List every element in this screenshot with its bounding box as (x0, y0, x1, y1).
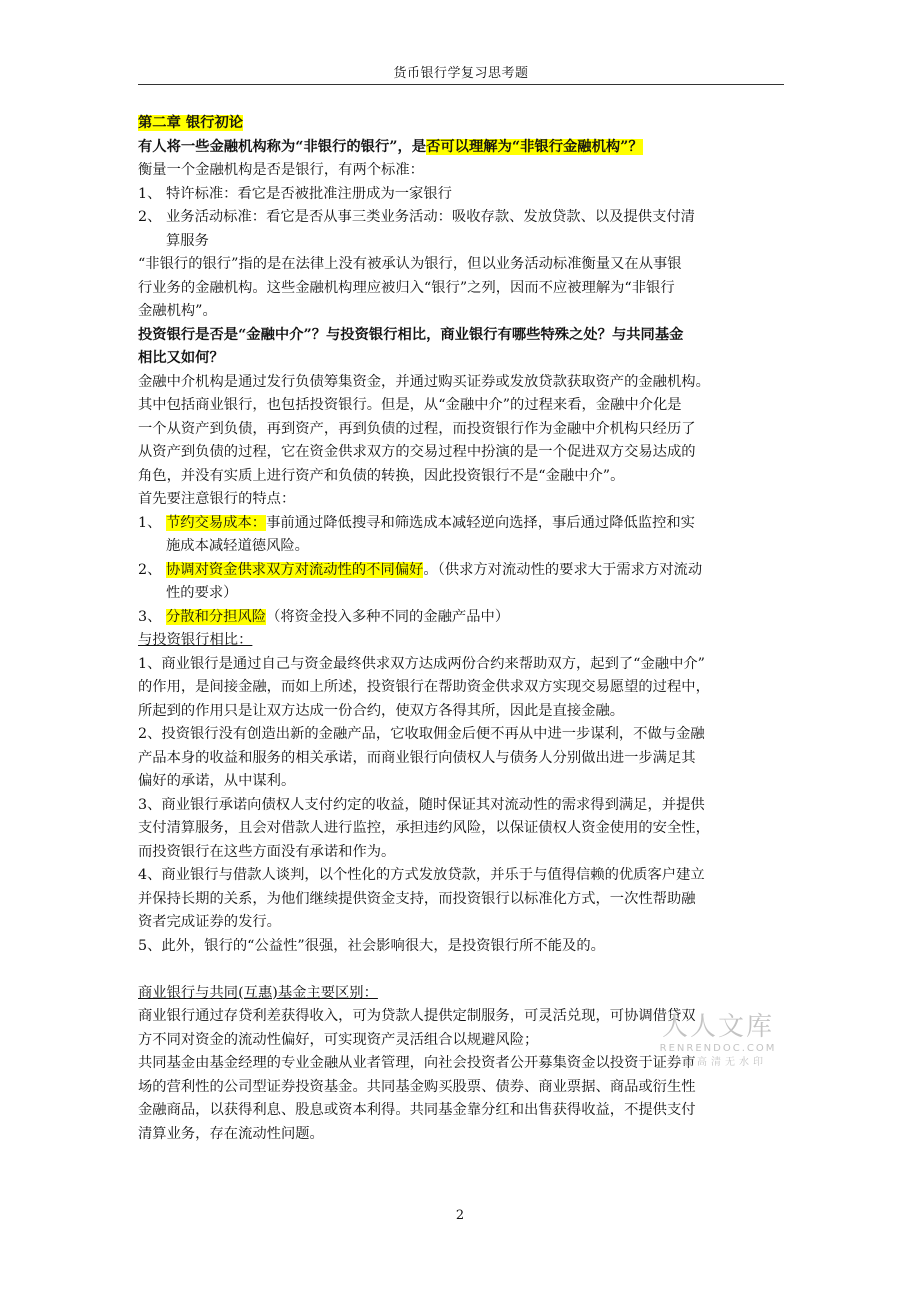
answer-line: 其中包括商业银行，也包括投资银行。但是，从“金融中介”的过程来看，金融中介化是 (138, 397, 682, 413)
question-2-title: 相比又如何？ (138, 350, 224, 366)
compare-line: 偏好的承诺，从中谋利。 (138, 773, 296, 789)
answer-line: 角色，并没有实质上进行资产和负债的转换，因此投资银行不是“金融中介”。 (138, 467, 625, 484)
answer-line: 从资产到负债的过程，它在资金供求双方的交易过程中扮演的是一个促进双方交易达成的 (138, 444, 696, 460)
answer-line: 一个从资产到负债，再到资产，再到负债的过程，而投资银行作为金融中介机构只经历了 (138, 420, 696, 437)
blank-line (138, 958, 784, 982)
answer-line: “非银行的银行”指的是在法律上没有被承认为银行，但以业务活动标准衡量又在从事银 (138, 256, 682, 272)
fund-line: 场的营利性的公司型证券投资基金。共同基金购买股票、债券、商业票据、商品或衍生性 (138, 1078, 696, 1095)
feature-item-continued: 施成本减轻道德风险。 (166, 538, 309, 554)
compare-line: 支付清算服务，且会对借款人进行监控，承担违约风险，以保证债权人资金使用的安全性， (138, 820, 710, 836)
page-number: 2 (455, 1208, 465, 1223)
fund-line: 方不同对资金的流动性偏好，可实现资产灵活组合以规避风险； (138, 1031, 539, 1048)
compare-line: 5、此外，银行的“公益性”很强，社会影响很大，是投资银行所不能及的。 (138, 937, 605, 954)
answer-line: 金融机构”。 (138, 303, 217, 319)
compare-line: 所起到的作用只是让双方达成一份合约，使双方各得其所，因此是直接金融。 (138, 702, 625, 719)
chapter-title: 第二章 银行初论 (138, 115, 244, 131)
question-1-intro: 衡量一个金融机构是否是银行，有两个标准： (138, 162, 424, 178)
compare-line: 资者完成证券的发行。 (138, 914, 281, 930)
criteria-item: 2、 业务活动标准：看它是否从事三类业务活动：吸收存款、发放贷款、以及提供支付清 (138, 209, 695, 225)
answer-line: 金融中介机构是通过发行负债筹集资金，并通过购买证券或发放贷款获取资产的金融机构。 (138, 373, 710, 390)
criteria-item-continued: 算服务 (166, 232, 209, 249)
question-1-title: 有人将一些金融机构称为“非银行的银行”，是否可以理解为“非银行金融机构”？ (138, 138, 643, 155)
compare-line: 产品本身的收益和服务的相关承诺，而商业银行向债权人与债务人分别做出进一步满足其 (138, 749, 696, 766)
document-body (138, 112, 784, 1146)
compare-line: 的作用，是间接金融，而如上所述，投资银行在帮助资金供求双方实现交易愿望的过程中， (138, 679, 710, 695)
feature-item: 2、 协调对资金供求双方对流动性的不同偏好。（供求方对流动性的要求大于需求方对流动 (138, 561, 703, 578)
answer-line: 行业务的金融机构。这些金融机构理应被归入“银行”之列，因而不应被理解为“非银行 (138, 279, 675, 296)
header-divider (138, 84, 784, 85)
features-intro: 首先要注意银行的特点： (138, 491, 296, 507)
compare-line: 并保持长期的关系，为他们继续提供资金支持，而投资银行以标准化方式，一次性帮助融 (138, 890, 696, 907)
criteria-item: 1、 特许标准：看它是否被批准注册成为一家银行 (138, 185, 452, 202)
fund-line: 清算业务，存在流动性问题。 (138, 1125, 324, 1142)
page-header: 货币银行学复习思考题 (393, 66, 529, 81)
compare-line: 而投资银行在这些方面没有承诺和作为。 (138, 843, 396, 860)
feature-item: 3、 分散和分担风险（将资金投入多种不同的金融产品中） (138, 608, 510, 625)
fund-heading: 商业银行与共同(互惠)基金主要区别： (138, 984, 378, 1001)
fund-line: 共同基金由基金经理的专业金融从业者管理，向社会投资者公开募集资金以投资于证券市 (138, 1055, 696, 1071)
feature-item: 1、 节约交易成本：事前通过降低搜寻和筛选成本减轻逆向选择，事后通过降低监控和实 (138, 514, 695, 531)
compare-line: 3、商业银行承诺向债权人支付约定的收益，随时保证其对流动性的需求得到满足，并提供 (138, 796, 705, 813)
fund-line: 金融商品，以获得利息、股息或资本利得。共同基金靠分红和出售获得收益，不提供支付 (138, 1102, 696, 1118)
compare-line: 1、商业银行是通过自己与资金最终供求双方达成两份合约来帮助双方，起到了“金融中介” (138, 655, 705, 672)
watermark-url: RENRENDOC.COM (659, 1043, 777, 1054)
watermark-note: 下载高清无水印 (669, 1057, 767, 1068)
question-2-title: 投资银行是否是“金融中介”？与投资银行相比，商业银行有哪些特殊之处？与共同基金 (138, 326, 684, 343)
watermark-logo: 人人文库 (661, 1012, 774, 1042)
compare-heading: 与投资银行相比： (138, 632, 253, 648)
compare-line: 4、商业银行与借款人谈判，以个性化的方式发放贷款，并乐于与值得信赖的优质客户建立 (138, 867, 705, 883)
compare-line: 2、投资银行没有创造出新的金融产品，它收取佣金后便不再从中进一步谋利，不做与金融 (138, 726, 705, 742)
feature-item-continued: 性的要求） (166, 585, 238, 601)
fund-line: 商业银行通过存贷利差获得收入，可为贷款人提供定制服务，可灵活兑现，可协调借贷双 (138, 1008, 696, 1024)
